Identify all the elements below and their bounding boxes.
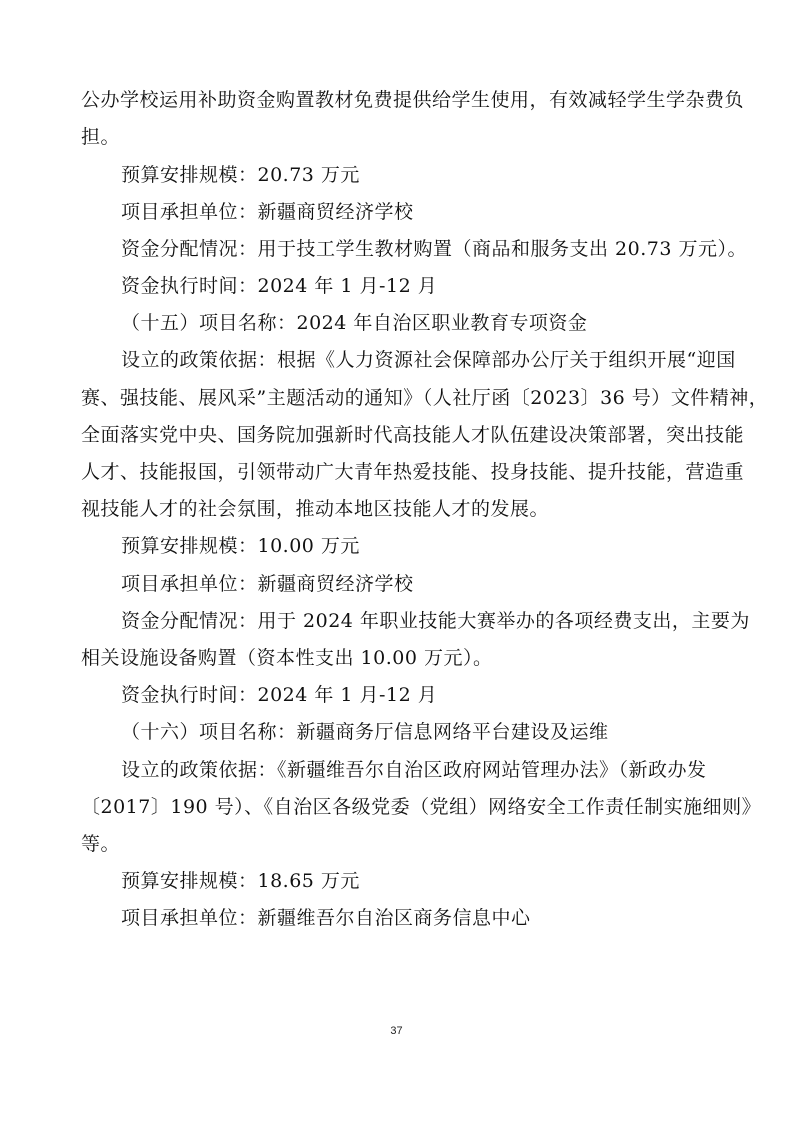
- section-heading: （十五）项目名称：2024 年自治区职业教育专项资金: [121, 312, 588, 334]
- text-line: 预算安排规模：18.65 万元: [121, 870, 360, 892]
- text-line: 公办学校运用补助资金购置教材免费提供给学生使用，有效减轻学生学杂费负: [81, 89, 745, 111]
- text-line: 预算安排规模：20.73 万元: [121, 164, 360, 186]
- text-line: 预算安排规模：10.00 万元: [121, 535, 360, 557]
- text-line: 项目承担单位：新疆商贸经济学校: [121, 201, 414, 223]
- text-line: 赛、强技能、展风采”主题活动的通知》（人社厅函〔2023〕36 号）文件精神，: [81, 387, 769, 409]
- text-line: 项目承担单位：新疆维吾尔自治区商务信息中心: [121, 907, 531, 929]
- text-line: 资金分配情况：用于技工学生教材购置（商品和服务支出 20.73 万元）。: [121, 238, 747, 260]
- text-line: 项目承担单位：新疆商贸经济学校: [121, 573, 414, 595]
- page-number: 37: [390, 1025, 403, 1037]
- text-line: 设立的政策依据：《新疆维吾尔自治区政府网站管理办法》（新政办发: [121, 759, 707, 781]
- text-line: 〔2017〕190 号）、《自治区各级党委（党组）网络安全工作责任制实施细则》: [81, 796, 762, 818]
- section-heading: （十六）项目名称：新疆商务厅信息网络平台建设及运维: [121, 721, 609, 743]
- text-line: 视技能人才的社会氛围，推动本地区技能人才的发展。: [81, 498, 550, 520]
- text-line: 等。: [81, 833, 121, 855]
- text-line: 担。: [81, 126, 121, 148]
- text-line: 资金执行时间：2024 年 1 月-12 月: [121, 684, 438, 706]
- text-line: 相关设施设备购置（资本性支出 10.00 万元）。: [81, 647, 493, 669]
- text-line: 全面落实党中央、国务院加强新时代高技能人才队伍建设决策部署，突出技能: [81, 424, 745, 446]
- text-line: 人才、技能报国，引领带动广大青年热爱技能、投身技能、提升技能，营造重: [81, 461, 745, 483]
- text-line: 资金分配情况：用于 2024 年职业技能大赛举办的各项经费支出，主要为: [121, 610, 750, 632]
- text-line: 设立的政策依据：根据《人力资源社会保障部办公厅关于组织开展“迎国: [121, 349, 736, 371]
- text-line: 资金执行时间：2024 年 1 月-12 月: [121, 275, 438, 297]
